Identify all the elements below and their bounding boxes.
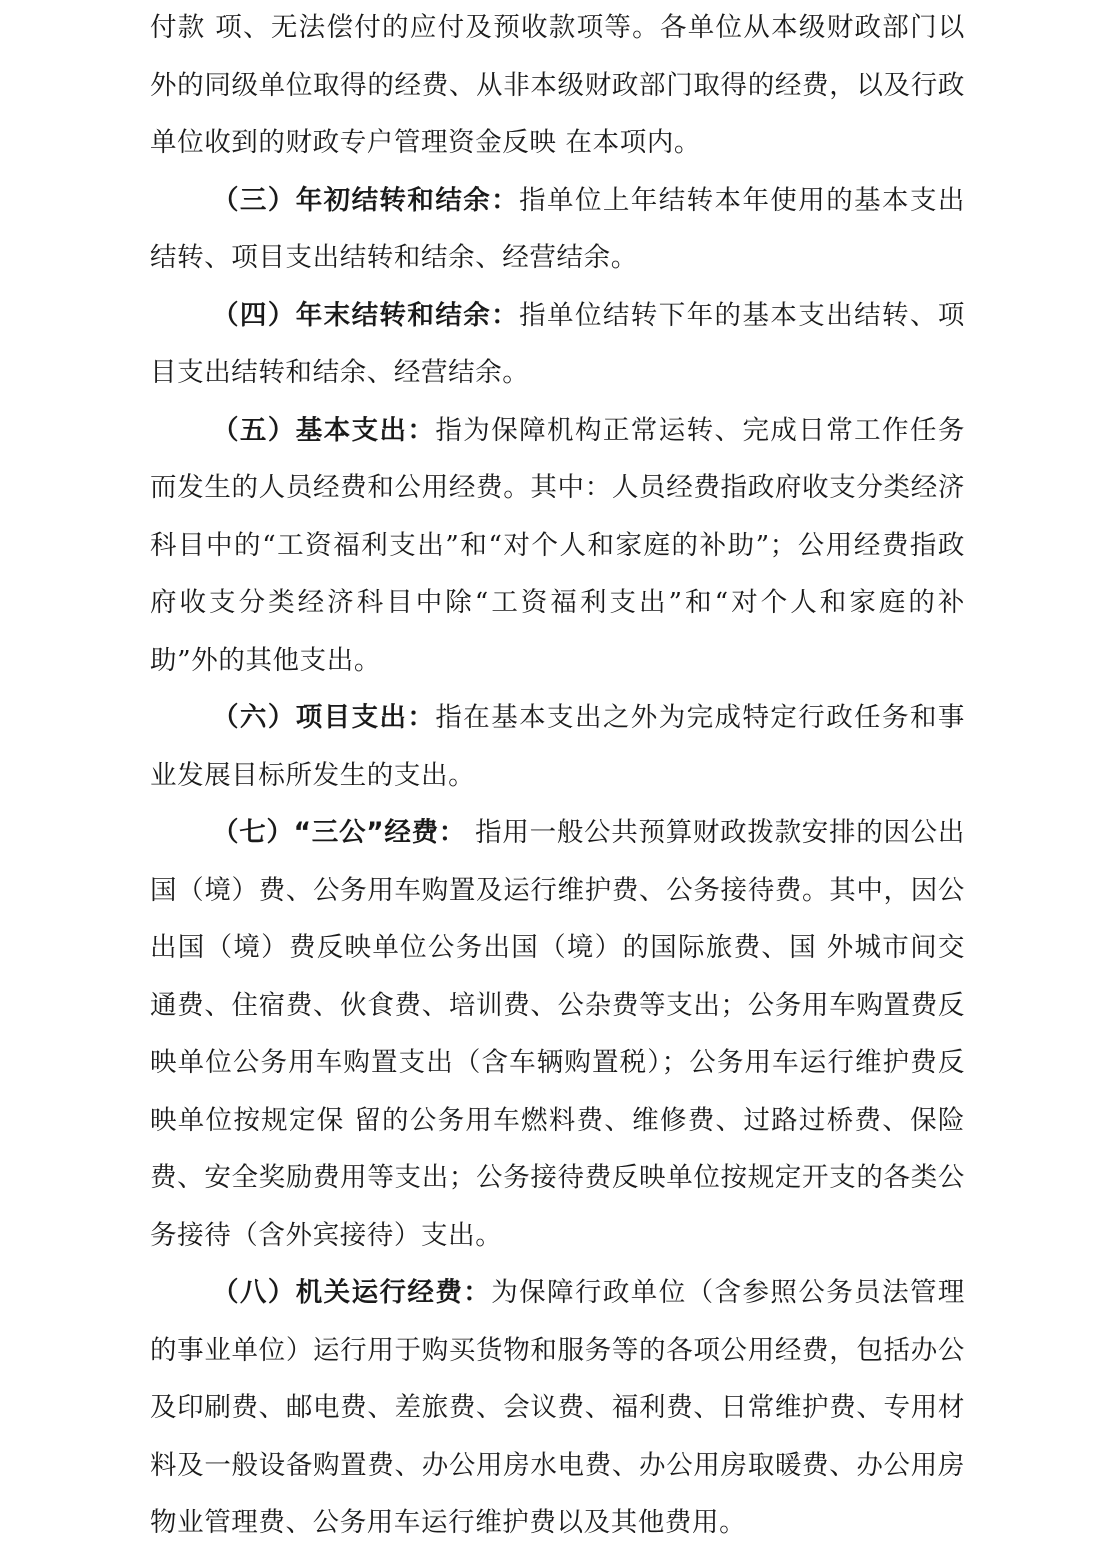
paragraph-body: 指单位上年结转本年使用的基本支出结转、项目支出结转和结余、经营结余。 [150, 184, 965, 273]
paragraph-heading: （四）年末结转和结余： [212, 299, 520, 331]
paragraph-three-public-expenses [150, 804, 965, 1264]
paragraph-operating-expenses [150, 1264, 965, 1552]
paragraph-body: 付款 项、无法偿付的应付及预收款项等。各单位从本级财政部门以外的同级单位取得的经费、从非本级财政部门取得的经费，以及行政单位收到的财政专户管理资金反映 在本项内。 [150, 12, 965, 158]
paragraph-heading: （三）年初结转和结余： [212, 184, 520, 216]
paragraph-heading: （八）机关运行经费： [212, 1277, 492, 1308]
paragraph-body: 指用一般公共预算财政拨款安排的因公出国（境）费、公务用车购置及运行维护费、公务接待费。其中，因公出国（境）费反映单位公务出国（境）的国际旅费、国 外城市间交通费、住宿费、伙食费、培训费、公杂费等支出；公务用车购置费反映单位公务用车购置支出（含车辆购置税）；公务用车运行维护费反映单位按规定保 留的公务用车燃料费、维修费、过路过桥费、保险费、安全奖励费用等支出；公务接待费反映单位按规定开支的各类公务接待（含外宾接待）支出。 [150, 817, 965, 1251]
paragraph-income-continuation [150, 0, 965, 172]
paragraph-body: 为保障行政单位（含参照公务员法管理的事业单位）运行用于购买货物和服务等的各项公用经费，包括办公及印刷费、邮电费、差旅费、会议费、福利费、日常维护费、专用材料及一般设备购置费、办公用房水电费、办公用房取暖费、办公用房物业管理费、公务用车运行维护费以及其他费用。 [150, 1277, 966, 1538]
paragraph-body: 指在基本支出之外为完成特定行政任务和事业发展目标所发生的支出。 [150, 702, 965, 791]
paragraph-closing-carryover [150, 287, 965, 402]
paragraph-basic-expenditure [150, 402, 965, 690]
paragraph-heading: （五）基本支出： [212, 414, 436, 446]
paragraph-body: 指为保障机构正常运转、完成日常工作任务而发生的人员经费和公用经费。其中：人员经费指政府收支分类经济科目中的“工资福利支出”和“对个人和家庭的补助”；公用经费指政府收支分类经济科目中除“工资福利支出”和“对个人和家庭的补助”外的其他支出。 [150, 414, 965, 676]
paragraph-body: 指单位结转下年的基本支出结转、项目支出结转和结余、经营结余。 [150, 299, 965, 388]
paragraph-opening-carryover [150, 172, 965, 287]
paragraph-heading: （六）项目支出： [212, 702, 436, 733]
paragraph-heading: （七）“三公”经费： [212, 817, 467, 848]
document-page [150, 0, 965, 1552]
paragraph-project-expenditure [150, 689, 965, 804]
